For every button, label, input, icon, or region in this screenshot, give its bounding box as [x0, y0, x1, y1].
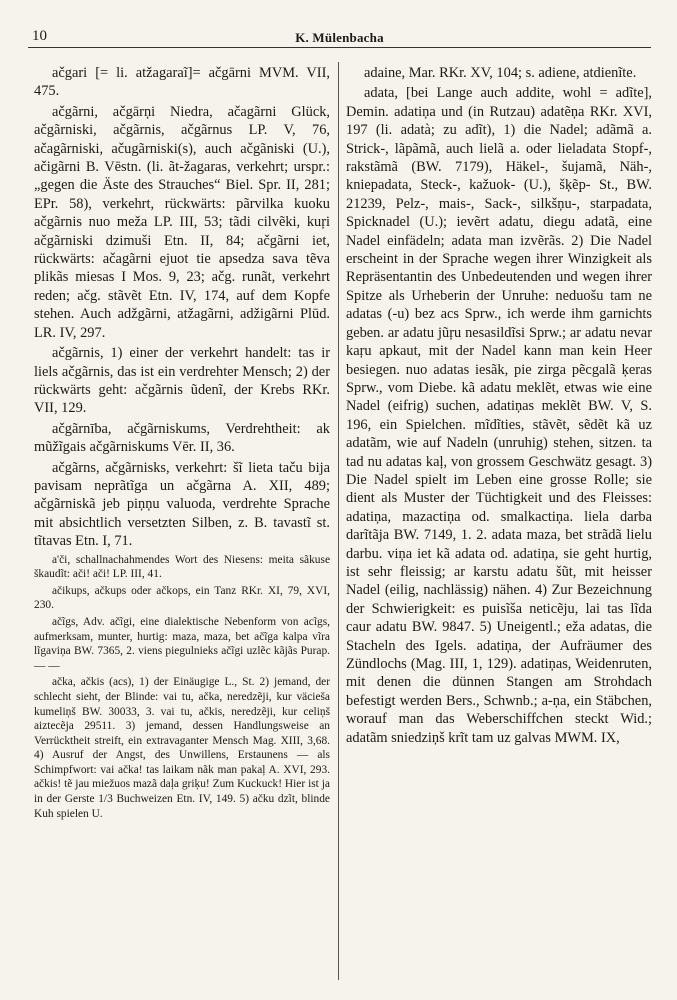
left-column: [34, 64, 334, 823]
entry-text: ačka, ačkis (acs), 1) der Einäugige L., St. 2) jemand, der schlecht sieht, der Blinde: vai tu, ačka, neredzẽji, kur väcieša kumeliņš BW. 30033, 3. vai tu, ačkis, neredzẽji, kur celiņš aiztecẽja 29511. 3) jemand, dessen Handlungsweise an Verrücktheit streift, ein extravaganter Mensch Mag. XIII, 3,68. 4) Ausruf der Angst, des Unwillens, Erstaunens — als Schimpfwort: vai ačka! tas laikam nãk man pakaļ A. XVI, 293. ačkis! tẽ jau miežuos mazã daļa griķu! Zum Kuckuck! Hier ist ja in der Gerste 1/3 Buchweizen Etn. IV, 149. 5) ačku dzĩt, blinde Kuh spielen U.: [34, 676, 333, 820]
dictionary-entry: [34, 344, 334, 418]
page-number: 10: [32, 28, 47, 44]
dictionary-entry: [34, 420, 334, 457]
page-header: [28, 22, 651, 46]
dictionary-entry: [34, 64, 334, 101]
dictionary-entry: [34, 459, 334, 551]
dictionary-entry: [34, 103, 334, 342]
right-column: [346, 64, 656, 749]
dictionary-entry: [34, 675, 333, 821]
entry-text: ačgãrnība, ačgãrniskums, Verdrehtheit: ak mũžĩgais ačgãrniskums Vēr. II, 36.: [34, 420, 334, 456]
entry-text: adaine, Mar. RKr. XV, 104; s. adiene, atdienĩte.: [364, 65, 637, 81]
dictionary-entry: [346, 64, 652, 82]
entry-text: ačikups, ačkups oder ačkops, ein Tanz RKr. XI, 79, XVI, 230.: [34, 584, 333, 612]
entry-text: a'či, schallnachahmendes Wort des Niesens: meita sãkuse škaudĩt: ači! ači! LP. III, 41.: [34, 553, 333, 581]
dictionary-entry: [34, 615, 333, 673]
dictionary-entry: [34, 584, 333, 613]
running-head: K. Mülenbacha: [295, 30, 384, 45]
header-rule: [28, 47, 651, 48]
column-divider: [338, 62, 339, 980]
dictionary-entry: [346, 84, 656, 747]
entry-text: adata, [bei Lange auch addite, wohl = adĩte], Demin. adatiņa und (in Rutzau) adatẽņa RKr. XVI, 197 (li. adatà; zu adĩt), 1) die Nadel; adãmã a. Strick-, lãpãmã, auch lielã a. oder lieladata Stopf-, rakstãmã (BW. 7179), Häkel-, šujamã, Näh-, kniepadata, Steck-, kažuok- (U.), šķẽp- St., BW. 21239, Pelz-, mais-, Sack-, silkšņu-, starpadata, Spicknadel (U.); ievẽrt adatu, diegu adatã, eine Nadel einfädeln; adata man izvẽrãs. 2) Die Nadel erscheint in der Sprache wegen ihrer Winzigkeit als Repräsentantin des Unbedeutenden und wegen ihrer Spitze als Urheberin der Unruhe: neduošu tam ne adatas (-u) bez acs Sprw., ich werde ihm garnichts geben. ar adatu jũŗu nesasildĩsi Sprw.; ar adatu nevar kaŗu apkaut, mit der Nadel kann man kein Heer besiegen. nuo adatas iesãk, pie zirga pẽcgalã ķeras Sprw., vom Diebe. kã adatu meklẽt, etwas wie eine Nadel (eifrig) suchen, adatiņas meklẽt BW. V, S. 196, ein Spielchen. mĩdĩties, stãvẽt, sẽdẽt kã uz adatãm, wie auf Nadeln (unruhig) stehen, sitzen. ta tad nu adatas kaļ, von grossem Geschwätz gesagt. 3) Die Nadel spielt im Leben eine grosse Rolle; sie dient als Muster der Tüchtigkeit und des Fleisses: adatiņa, mazactiņa od. smalkactiņa. liela darba darĩtãja BW. 7149, 1. 2. adata maza, bet strãdã lielu darbu. viņa iet kã adata od. adatiņa, sie geht hurtig, ist sehr fleissig; ar karstu adatu šũt, mit heisser Nadel (eilig, nachlässig) nähen. 4) Zur Bezeichnung der Schwierigkeit: es puisĩša neticẽju, lai tas lĩda caur adatu BW. 9847. 5) Uneigentl.; eža adatas, die Stacheln des Igels. adatiņa, der Aufräumer des Zündlochs (Mag. III, 1, 129). adatiņas, Weidenruten, mit denen die dünnen Stangen am Strohdach befestigt werden Bers., Schwnb.; a-ņa, ein Stäbchen, worauf man das Weberschiffchen steckt Wid.; adatãm sniedziņš krĩt tam uz galvas MWM. IX,: [346, 85, 656, 746]
entry-text: ačĩgs, Adv. ačĩgi, eine dialektische Nebenform von acĩgs, aufmerksam, munter, hurtig: maza, maza, bet ačĩga kalpa vĩra lĩgaviņa BW. 7365, 2. viens piegulnieks ačĩgi uzlẽc kãjãs Purap. — —: [34, 615, 333, 672]
entry-text: ačgãrns, ačgãrnisks, verkehrt: šĩ lieta taču bija pavisam neprãtĩga un ačgãrna A. XII, 489; ačgãrniskã jeb piņņu valuoda, verdrehte Sprache mit absichtlich versetzten Silben, z. B. tavastĩ st. tĩtavas Etn. I, 71.: [34, 459, 334, 550]
dictionary-entry: [34, 553, 333, 582]
entry-text: ačgari [= li. atžagaraĩ]= ačgārni MVM. VII, 475.: [34, 65, 334, 100]
entry-text: ačgãrni, ačgārņi Niedra, ačagãrni Glück, ačgãrniski, ačgãrnis, ačgãrnus LP. V, 76, ačagãrniski, ačugãrniski(s), auch ačgãniski (U.), ačigãrni B. Vēstn. (li. ãt-žagaras, verkehrt; urspr.: „gegen die Äste des Strauches“ Biel. Spr. II, 281; EPr. 58), verkehrt, rückwärts: pãrvilka kuoku ačgãrnis nuo meža LP. III, 53; tãdi cilvẽki, kuŗi ačgãrniski dzimuši Etn. II, 84; ačgãrni iet, rückwärts: ačagãrni ejuot tie apsedza sava tẽva plikãs miesas I Mos. 9, 23; ačg. runãt, verkehrt reden; ačg. stãvẽt Etn. IV, 174, auf dem Kopfe stehen. Auch adžgãrni, atžagãrni, adžigãrni Plūd. LR. IV, 297.: [34, 103, 334, 341]
entry-text: ačgãrnis, 1) einer der verkehrt handelt: tas ir liels ačgãrnis, das ist ein verdrehter Mensch; 2) der rückwärts geht: ačgãrnis ũdenĩ, der Krebs RKr. VII, 129.: [34, 345, 334, 417]
